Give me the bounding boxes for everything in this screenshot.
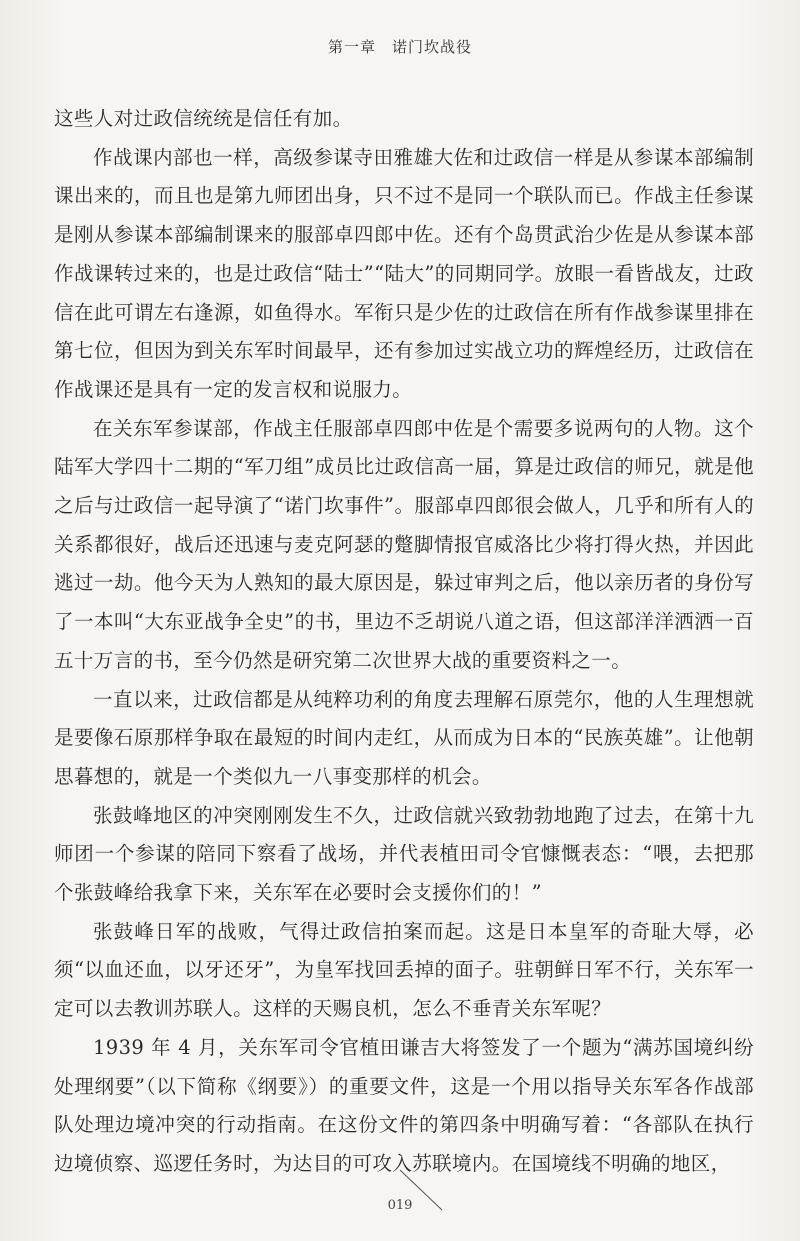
paragraph-7: 1939 年 4 月，关东军司令官植田谦吉大将签发了一个题为“满苏国境纠纷处理纲要”（以下简称《纲要》）的重要文件，这是一个用以指导关东军各作战部队处理边境冲突的行动指南。在这份文件的第四条中明确写着：“各部队在执行边境侦察、巡逻任务时，为达目的可攻入苏联境内。在国境线不明确的地区，: [54, 1035, 754, 1175]
running-header: 第一章 诺门坎战役: [327, 38, 472, 56]
paragraph-5: 张鼓峰地区的冲突刚刚发生不久，辻政信就兴致勃勃地跑了过去，在第十九师团一个参谋的陪同下察看了战场，并代表植田司令官慷慨表态：“喂，去把那个张鼓峰给我拿下来，关东军在必要时会支援你们的！”: [54, 803, 754, 905]
page-number: 019: [387, 1198, 413, 1213]
paragraph-3: 在关东军参谋部，作战主任服部卓四郎中佐是个需要多说两句的人物。这个陆军大学四十二期的“军刀组”成员比辻政信高一届，算是辻政信的师兄，就是他之后与辻政信一起导演了“诺门坎事件”。服部卓四郎很会做人，几乎和所有人的关系都很好，战后还迅速与麦克阿瑟的蹩脚情报官威洛比少将打得火热，并因此逃过一劫。他今天为人熟知的最大原因是，躲过审判之后，他以亲历者的身份写了一本叫“大东亚战争全史”的书，里边不乏胡说八道之语，但这部洋洋洒洒一百五十万言的书，至今仍然是研究第二次世界大战的重要资料之一。: [54, 416, 754, 672]
paragraph-2: 作战课内部也一样，高级参谋寺田雅雄大佐和辻政信一样是从参谋本部编制课出来的，而且也是第九师团出身，只不过不是同一个联队而已。作战主任参谋是刚从参谋本部编制课来的服部卓四郎中佐。还有个岛贯武治少佐是从参谋本部作战课转过来的，也是辻政信“陆士”“陆大”的同期同学。放眼一看皆战友，辻政信在此可谓左右逢源，如鱼得水。军衔只是少佐的辻政信在所有作战参谋里排在第七位，但因为到关东军时间最早，还有参加过实战立功的辉煌经历，辻政信在作战课还是具有一定的发言权和说服力。: [54, 145, 754, 401]
paragraph-6: 张鼓峰日军的战败，气得辻政信拍案而起。这是日本皇军的奇耻大辱，必须“以血还血，以牙还牙”，为皇军找回丢掉的面子。驻朝鲜日军不行，关东军一定可以去教训苏联人。这样的天赐良机，怎么不垂青关东军呢？: [54, 919, 754, 1021]
paragraph-1: 这些人对辻政信统统是信任有加。: [54, 107, 353, 130]
body-text: [54, 100, 754, 1184]
paragraph-4: 一直以来，辻政信都是从纯粹功利的角度去理解石原莞尔，他的人生理想就是要像石原那样争取在最短的时间内走红，从而成为日本的“民族英雄”。让他朝思暮想的，就是一个类似九一八事变那样的机会。: [54, 687, 754, 788]
